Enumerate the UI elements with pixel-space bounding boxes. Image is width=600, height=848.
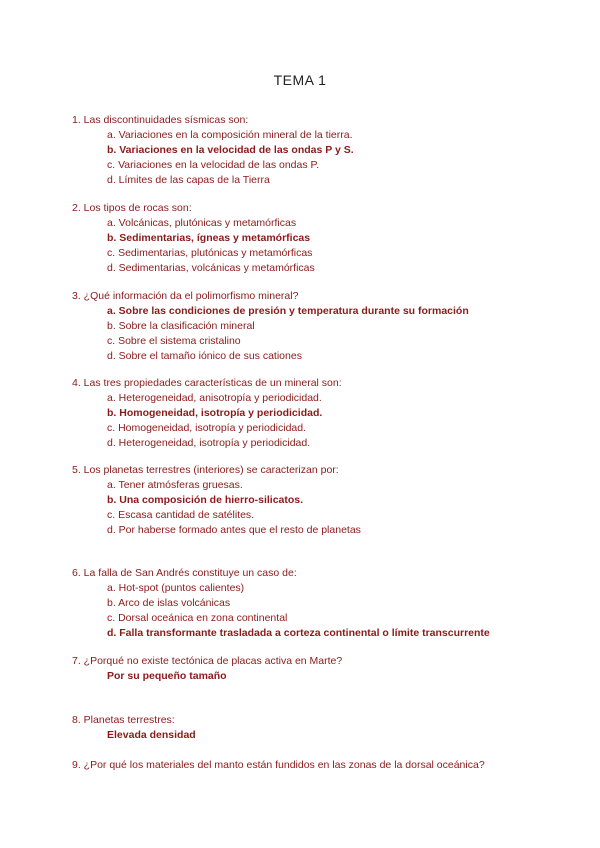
option-c: c. Escasa cantidad de satélites.: [107, 509, 255, 521]
question-text: 3. ¿Qué información da el polimorfismo mineral?: [72, 290, 299, 302]
option-b: b. Sobre la clasificación mineral: [107, 320, 255, 332]
question-3: [72, 289, 572, 364]
question-5: [72, 463, 572, 538]
question-1: [72, 113, 572, 188]
question-text: 1. Las discontinuidades sísmicas son:: [72, 114, 249, 126]
option-c: c. Homogeneidad, isotropía y periodicidad.: [107, 422, 307, 434]
question-text: 4. Las tres propiedades características de un mineral son:: [72, 377, 342, 389]
option-a: a. Heterogeneidad, anisotropía y periodicidad.: [107, 392, 322, 404]
question-4: [72, 376, 572, 451]
question-2: [72, 201, 572, 276]
question-text: 8. Planetas terrestres:: [72, 714, 175, 726]
option-b-correct: b. Homogeneidad, isotropía y periodicidad.: [107, 407, 323, 419]
question-text: 9. ¿Por qué los materiales del manto están fundidos en las zonas de la dorsal oceánica?: [72, 759, 485, 771]
option-d: d. Límites de las capas de la Tierra: [107, 174, 270, 186]
question-text: 7. ¿Porqué no existe tectónica de placas activa en Marte?: [72, 655, 343, 667]
option-b-correct: b. Variaciones en la velocidad de las ondas P y S.: [107, 144, 354, 156]
option-c: c. Sobre el sistema cristalino: [107, 335, 241, 347]
answer-text: Elevada densidad: [107, 729, 196, 741]
option-d-correct: d. Falla transformante trasladada a corteza continental o límite transcurrente: [107, 627, 490, 639]
question-6: [72, 566, 572, 641]
question-8: [72, 713, 572, 743]
option-a: a. Hot-spot (puntos calientes): [107, 582, 245, 594]
option-d: d. Heterogeneidad, isotropía y periodicidad.: [107, 437, 311, 449]
option-d: d. Sedimentarias, volcánicas y metamórficas: [107, 262, 315, 274]
option-a: a. Tener atmósferas gruesas.: [107, 479, 243, 491]
page-title: TEMA 1: [273, 72, 327, 88]
answer-text: Por su pequeño tamaño: [107, 670, 227, 682]
option-c: c. Variaciones en la velocidad de las ondas P.: [107, 159, 320, 171]
option-a: a. Volcánicas, plutónicas y metamórficas: [107, 217, 297, 229]
option-b-correct: b. Una composición de hierro-silicatos.: [107, 494, 304, 506]
option-c: c. Dorsal oceánica en zona continental: [107, 612, 288, 624]
option-b-correct: b. Sedimentarias, ígneas y metamórficas: [107, 232, 311, 244]
option-b: b. Arco de islas volcánicas: [107, 597, 231, 609]
question-9: [72, 758, 572, 773]
option-c: c. Sedimentarias, plutónicas y metamórficas: [107, 247, 313, 259]
question-text: 6. La falla de San Andrés constituye un caso de:: [72, 567, 297, 579]
option-a-correct: a. Sobre las condiciones de presión y temperatura durante su formación: [107, 305, 469, 317]
option-d: d. Por haberse formado antes que el resto de planetas: [107, 524, 361, 536]
question-7: [72, 654, 572, 684]
question-text: 5. Los planetas terrestres (interiores) se caracterizan por:: [72, 464, 339, 476]
option-d: d. Sobre el tamaño iónico de sus cationes: [107, 350, 302, 362]
option-a: a. Variaciones en la composición mineral de la tierra.: [107, 129, 353, 141]
question-text: 2. Los tipos de rocas son:: [72, 202, 192, 214]
